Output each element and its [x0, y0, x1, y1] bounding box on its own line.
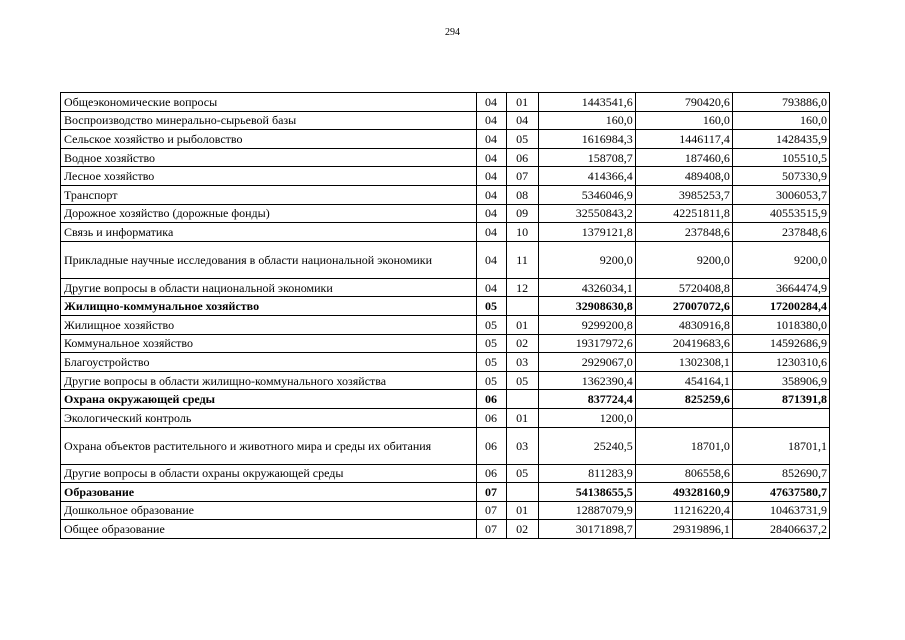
- subsection-code-cell: 11: [506, 241, 538, 278]
- amount-3-cell: 1018380,0: [732, 315, 829, 334]
- amount-1-cell: 1616984,3: [538, 130, 635, 149]
- subsection-code-cell: 07: [506, 167, 538, 186]
- subsection-code-cell: 06: [506, 148, 538, 167]
- subsection-code-cell: 03: [506, 353, 538, 372]
- row-name-cell: Экологический контроль: [61, 408, 477, 427]
- amount-3-cell: 3006053,7: [732, 185, 829, 204]
- section-code-cell: 05: [476, 353, 506, 372]
- amount-1-cell: 9299200,8: [538, 315, 635, 334]
- amount-3-cell: 105510,5: [732, 148, 829, 167]
- table-row: [61, 167, 830, 186]
- table-row: [61, 241, 830, 278]
- amount-2-cell: 187460,6: [635, 148, 732, 167]
- row-name-cell: Другие вопросы в области жилищно-коммунального хозяйства: [61, 371, 477, 390]
- section-code-cell: 04: [476, 204, 506, 223]
- section-code-cell: 04: [476, 223, 506, 242]
- amount-2-cell: 3985253,7: [635, 185, 732, 204]
- row-name-cell: Общеэкономические вопросы: [61, 93, 477, 112]
- table-row: [61, 204, 830, 223]
- subsection-code-cell: 05: [506, 371, 538, 390]
- amount-1-cell: 2929067,0: [538, 353, 635, 372]
- subsection-code-cell: 02: [506, 520, 538, 539]
- row-name-cell: Другие вопросы в области национальной экономики: [61, 278, 477, 297]
- amount-2-cell: 49328160,9: [635, 483, 732, 502]
- row-name-cell: Связь и информатика: [61, 223, 477, 242]
- budget-table: [60, 92, 830, 539]
- table-row: [61, 408, 830, 427]
- amount-2-cell: 454164,1: [635, 371, 732, 390]
- table-row: [61, 223, 830, 242]
- amount-1-cell: 19317972,6: [538, 334, 635, 353]
- subsection-code-cell: 04: [506, 111, 538, 130]
- amount-1-cell: 1362390,4: [538, 371, 635, 390]
- row-name-cell: Общее образование: [61, 520, 477, 539]
- row-name-cell: Транспорт: [61, 185, 477, 204]
- row-name-cell: Дорожное хозяйство (дорожные фонды): [61, 204, 477, 223]
- amount-2-cell: 806558,6: [635, 464, 732, 483]
- amount-3-cell: 40553515,9: [732, 204, 829, 223]
- table-row: [61, 185, 830, 204]
- section-code-cell: 06: [476, 464, 506, 483]
- amount-3-cell: 237848,6: [732, 223, 829, 242]
- page-number: 294: [445, 27, 460, 38]
- table-row: [61, 278, 830, 297]
- table-row: [61, 501, 830, 520]
- section-code-cell: 07: [476, 501, 506, 520]
- amount-3-cell: 871391,8: [732, 390, 829, 409]
- row-name-cell: Коммунальное хозяйство: [61, 334, 477, 353]
- section-code-cell: 04: [476, 278, 506, 297]
- table-row: [61, 390, 830, 409]
- subsection-code-cell: 10: [506, 223, 538, 242]
- table-row: [61, 315, 830, 334]
- row-name-cell: Охрана объектов растительного и животного мира и среды их обитания: [61, 427, 477, 464]
- amount-1-cell: 1379121,8: [538, 223, 635, 242]
- amount-1-cell: 12887079,9: [538, 501, 635, 520]
- amount-1-cell: 25240,5: [538, 427, 635, 464]
- amount-2-cell: 790420,6: [635, 93, 732, 112]
- amount-3-cell: 852690,7: [732, 464, 829, 483]
- amount-2-cell: 237848,6: [635, 223, 732, 242]
- table-row: [61, 93, 830, 112]
- amount-3-cell: 1428435,9: [732, 130, 829, 149]
- amount-2-cell: 160,0: [635, 111, 732, 130]
- subsection-code-cell: 01: [506, 408, 538, 427]
- amount-1-cell: 54138655,5: [538, 483, 635, 502]
- amount-1-cell: 1443541,6: [538, 93, 635, 112]
- row-name-cell: Лесное хозяйство: [61, 167, 477, 186]
- subsection-code-cell: 12: [506, 278, 538, 297]
- amount-1-cell: 811283,9: [538, 464, 635, 483]
- row-name-cell: Сельское хозяйство и рыболовство: [61, 130, 477, 149]
- row-name-cell: Воспроизводство минерально-сырьевой базы: [61, 111, 477, 130]
- amount-3-cell: 10463731,9: [732, 501, 829, 520]
- amount-3-cell: 3664474,9: [732, 278, 829, 297]
- table-row: [61, 297, 830, 316]
- row-name-cell: Жилищно-коммунальное хозяйство: [61, 297, 477, 316]
- table-row: [61, 371, 830, 390]
- amount-2-cell: 9200,0: [635, 241, 732, 278]
- amount-1-cell: 160,0: [538, 111, 635, 130]
- section-code-cell: 07: [476, 483, 506, 502]
- subsection-code-cell: 01: [506, 93, 538, 112]
- subsection-code-cell: 05: [506, 130, 538, 149]
- section-code-cell: 04: [476, 111, 506, 130]
- section-code-cell: 06: [476, 408, 506, 427]
- section-code-cell: 04: [476, 93, 506, 112]
- row-name-cell: Водное хозяйство: [61, 148, 477, 167]
- subsection-code-cell: 09: [506, 204, 538, 223]
- amount-2-cell: 42251811,8: [635, 204, 732, 223]
- amount-2-cell: 11216220,4: [635, 501, 732, 520]
- table-row: [61, 334, 830, 353]
- amount-1-cell: 5346046,9: [538, 185, 635, 204]
- amount-1-cell: 1200,0: [538, 408, 635, 427]
- table-row: [61, 148, 830, 167]
- amount-3-cell: 14592686,9: [732, 334, 829, 353]
- amount-3-cell: 507330,9: [732, 167, 829, 186]
- amount-1-cell: 158708,7: [538, 148, 635, 167]
- amount-2-cell: 825259,6: [635, 390, 732, 409]
- section-code-cell: 04: [476, 167, 506, 186]
- amount-3-cell: 1230310,6: [732, 353, 829, 372]
- amount-2-cell: 29319896,1: [635, 520, 732, 539]
- row-name-cell: Другие вопросы в области охраны окружающей среды: [61, 464, 477, 483]
- amount-3-cell: 160,0: [732, 111, 829, 130]
- section-code-cell: 04: [476, 148, 506, 167]
- row-name-cell: Прикладные научные исследования в области национальной экономики: [61, 241, 477, 278]
- table-row: [61, 427, 830, 464]
- amount-1-cell: 9200,0: [538, 241, 635, 278]
- row-name-cell: Жилищное хозяйство: [61, 315, 477, 334]
- amount-2-cell: 18701,0: [635, 427, 732, 464]
- section-code-cell: 04: [476, 130, 506, 149]
- section-code-cell: 06: [476, 427, 506, 464]
- amount-2-cell: 489408,0: [635, 167, 732, 186]
- amount-2-cell: 4830916,8: [635, 315, 732, 334]
- subsection-code-cell: 01: [506, 501, 538, 520]
- section-code-cell: 05: [476, 297, 506, 316]
- table-row: [61, 353, 830, 372]
- section-code-cell: 05: [476, 371, 506, 390]
- subsection-code-cell: 03: [506, 427, 538, 464]
- amount-3-cell: 17200284,4: [732, 297, 829, 316]
- amount-2-cell: 20419683,6: [635, 334, 732, 353]
- subsection-code-cell: [506, 390, 538, 409]
- subsection-code-cell: [506, 483, 538, 502]
- section-code-cell: 04: [476, 241, 506, 278]
- amount-1-cell: 4326034,1: [538, 278, 635, 297]
- row-name-cell: Благоустройство: [61, 353, 477, 372]
- table-row: [61, 483, 830, 502]
- subsection-code-cell: 02: [506, 334, 538, 353]
- amount-2-cell: 5720408,8: [635, 278, 732, 297]
- amount-1-cell: 32908630,8: [538, 297, 635, 316]
- row-name-cell: Дошкольное образование: [61, 501, 477, 520]
- subsection-code-cell: [506, 297, 538, 316]
- section-code-cell: 04: [476, 185, 506, 204]
- amount-1-cell: 837724,4: [538, 390, 635, 409]
- section-code-cell: 05: [476, 334, 506, 353]
- budget-table-body: [61, 93, 830, 539]
- amount-3-cell: 358906,9: [732, 371, 829, 390]
- table-row: [61, 111, 830, 130]
- subsection-code-cell: 08: [506, 185, 538, 204]
- row-name-cell: Образование: [61, 483, 477, 502]
- amount-2-cell: [635, 408, 732, 427]
- amount-3-cell: 793886,0: [732, 93, 829, 112]
- table-row: [61, 130, 830, 149]
- table-row: [61, 520, 830, 539]
- section-code-cell: 07: [476, 520, 506, 539]
- amount-3-cell: 47637580,7: [732, 483, 829, 502]
- table-row: [61, 464, 830, 483]
- amount-2-cell: 1302308,1: [635, 353, 732, 372]
- section-code-cell: 06: [476, 390, 506, 409]
- amount-3-cell: 28406637,2: [732, 520, 829, 539]
- amount-3-cell: 18701,1: [732, 427, 829, 464]
- amount-3-cell: [732, 408, 829, 427]
- amount-1-cell: 414366,4: [538, 167, 635, 186]
- amount-2-cell: 1446117,4: [635, 130, 732, 149]
- section-code-cell: 05: [476, 315, 506, 334]
- subsection-code-cell: 01: [506, 315, 538, 334]
- amount-1-cell: 32550843,2: [538, 204, 635, 223]
- subsection-code-cell: 05: [506, 464, 538, 483]
- row-name-cell: Охрана окружающей среды: [61, 390, 477, 409]
- amount-1-cell: 30171898,7: [538, 520, 635, 539]
- amount-3-cell: 9200,0: [732, 241, 829, 278]
- amount-2-cell: 27007072,6: [635, 297, 732, 316]
